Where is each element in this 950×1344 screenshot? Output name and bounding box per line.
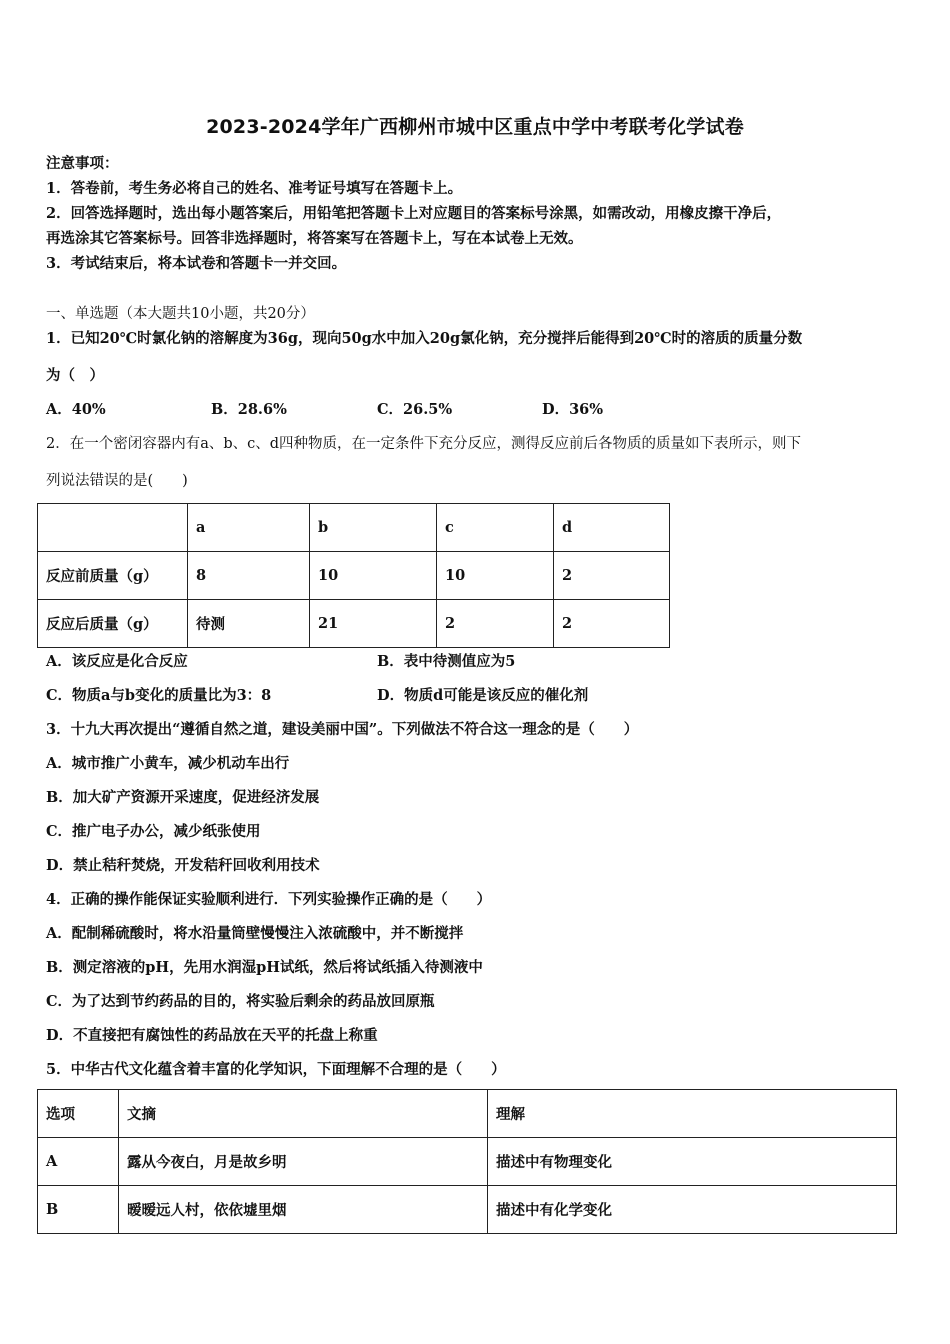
table-cell: 描述中有化学变化	[488, 1186, 897, 1234]
table-cell: 理解	[488, 1090, 897, 1138]
table-cell: 暧暧远人村，依依墟里烟	[119, 1186, 488, 1234]
table-cell: 反应前质量（g）	[38, 552, 188, 600]
section-heading: 一、单选题（本大题共10小题，共20分）	[46, 306, 315, 322]
table-cell: 2	[437, 600, 554, 648]
table-cell: 21	[310, 600, 437, 648]
table-header-row	[38, 504, 670, 552]
q4-option-d: D．不直接把有腐蚀性的药品放在天平的托盘上称重	[46, 1027, 378, 1044]
table-cell: 选项	[38, 1090, 119, 1138]
notice-item: 2．回答选择题时，选出每小题答案后，用铅笔把答题卡上对应题目的答案标号涂黑，如需改动，用橡皮擦干净后，	[46, 205, 782, 222]
table-header-row	[38, 1090, 897, 1138]
q4-option-a: A．配制稀硫酸时，将水沿量筒壁慢慢注入浓硫酸中，并不断搅拌	[46, 925, 464, 942]
table-row	[38, 1186, 897, 1234]
table-cell: 2	[554, 600, 670, 648]
table-cell: B	[38, 1186, 119, 1234]
table-cell: a	[188, 504, 310, 552]
table-cell: 8	[188, 552, 310, 600]
notice-item: 1．答卷前，考生务必将自己的姓名、准考证号填写在答题卡上。	[46, 180, 463, 197]
table-cell: 2	[554, 552, 670, 600]
notice-item: 再选涂其它答案标号。回答非选择题时，将答案写在答题卡上，写在本试卷上无效。	[46, 230, 583, 247]
table-cell: 文摘	[119, 1090, 488, 1138]
q3-option-c: C．推广电子办公，减少纸张使用	[46, 823, 261, 840]
q2-option-b: B．表中待测值应为5	[377, 653, 516, 670]
q3-option-b: B．加大矿产资源开采速度，促进经济发展	[46, 789, 320, 806]
table-cell: c	[437, 504, 554, 552]
table-cell: d	[554, 504, 670, 552]
q2-mass-table	[37, 503, 670, 648]
q5-culture-table	[37, 1089, 897, 1234]
exam-title: 2023-2024学年广西柳州市城中区重点中学中考联考化学试卷	[206, 116, 744, 138]
table-cell: 反应后质量（g）	[38, 600, 188, 648]
table-cell: A	[38, 1138, 119, 1186]
notice-item: 3．考试结束后，将本试卷和答题卡一并交回。	[46, 255, 347, 272]
question-1-stem: 1．已知20℃时氯化钠的溶解度为36g，现向50g水中加入20g氯化钠，充分搅拌后能得到20℃时的溶质的质量分数	[46, 330, 803, 347]
q1-option-c: C．26.5%	[377, 401, 453, 418]
q1-option-d: D．36%	[542, 401, 604, 418]
table-cell: 10	[437, 552, 554, 600]
table-cell: 描述中有物理变化	[488, 1138, 897, 1186]
table-cell: b	[310, 504, 437, 552]
q4-option-b: B．测定溶液的pH，先用水润湿pH试纸，然后将试纸插入待测液中	[46, 959, 483, 976]
question-2-stem: 2．在一个密闭容器内有a、b、c、d四种物质，在一定条件下充分反应，测得反应前后各物质的质量如下表所示，则下	[46, 436, 802, 452]
table-cell	[38, 504, 188, 552]
table-cell: 露从今夜白，月是故乡明	[119, 1138, 488, 1186]
q2-option-c: C．物质a与b变化的质量比为3：8	[46, 687, 272, 704]
table-row	[38, 1138, 897, 1186]
table-cell: 10	[310, 552, 437, 600]
table-row	[38, 552, 670, 600]
q2-option-d: D．物质d可能是该反应的催化剂	[377, 687, 589, 704]
question-5-stem: 5．中华古代文化蕴含着丰富的化学知识，下面理解不合理的是（ ）	[46, 1061, 506, 1078]
q1-option-a: A．40%	[46, 401, 106, 418]
question-1-stem-cont: 为（ ）	[46, 367, 104, 384]
table-cell: 待测	[188, 600, 310, 648]
q2-option-a: A．该反应是化合反应	[46, 653, 188, 670]
question-2-stem-cont: 列说法错误的是( )	[46, 473, 188, 489]
table-row	[38, 600, 670, 648]
notice-heading: 注意事项：	[46, 155, 119, 172]
question-4-stem: 4．正确的操作能保证实验顺利进行．下列实验操作正确的是（ ）	[46, 891, 492, 908]
q3-option-a: A．城市推广小黄车，减少机动车出行	[46, 755, 290, 772]
question-3-stem: 3．十九大再次提出“遵循自然之道，建设美丽中国”。下列做法不符合这一理念的是（ ）	[46, 721, 639, 738]
q3-option-d: D．禁止秸秆焚烧，开发秸秆回收利用技术	[46, 857, 320, 874]
q4-option-c: C．为了达到节约药品的目的，将实验后剩余的药品放回原瓶	[46, 993, 435, 1010]
q1-option-b: B．28.6%	[211, 401, 287, 418]
